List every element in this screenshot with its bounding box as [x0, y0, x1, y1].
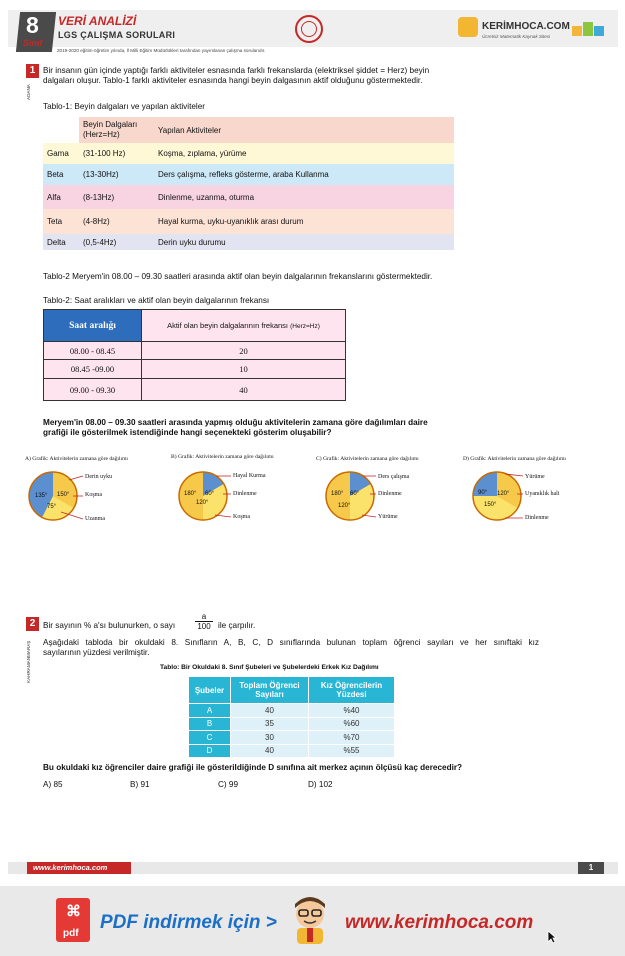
- pie-legend-label: Yürüme: [378, 514, 398, 520]
- table2-header-time: Saat aralığı: [44, 310, 142, 342]
- answer-option-c[interactable]: C) 99: [218, 780, 239, 789]
- pie-legend-label: Dinlenme: [525, 515, 549, 521]
- mouse-cursor-icon: [547, 930, 557, 944]
- pie-angle-label: 75°: [47, 504, 57, 510]
- option-b-label[interactable]: B) Grafik: Aktivitelerin zamana göre dağılımı: [171, 454, 274, 460]
- pie-legend-label: Dinlenme: [378, 491, 402, 497]
- fraction: a 100: [195, 612, 213, 632]
- brand-name[interactable]: KERİMHOCA.COM: [482, 21, 570, 32]
- table2-caption: Tablo-2: Saat aralıkları ve aktif olan beyin dalgalarının frekansı: [43, 296, 270, 305]
- pie-angle-label: 120°: [497, 491, 510, 497]
- answer-option-b[interactable]: B) 91: [130, 780, 150, 789]
- banner-site-link[interactable]: www.kerimhoca.com: [345, 912, 534, 933]
- mascot-icon: [458, 17, 478, 37]
- q1-intro-line2: dalgaları oluşur. Tablo-1 farklı aktiviteler esnasında hangi beyin dalgasının aktif olduğunu göstermektedir.: [43, 76, 423, 85]
- pie-legend-label: Yürüme: [525, 474, 545, 480]
- table-row: 09.00 - 09.30 40: [44, 379, 346, 401]
- pie-legend-label: Koşma: [233, 514, 250, 520]
- table-row: Gama (31-100 Hz) Koşma, zıplama, yürüme: [43, 143, 454, 164]
- pie-legend-label: Dinlenme: [233, 491, 257, 497]
- class-distribution-table: Şubeler Toplam Öğrenci Sayıları Kız Öğrencilerin Yüzdesi A 40 %40 B 35 %60 C 30 %70 D 40 %55: [188, 676, 395, 758]
- table1-caption: Tablo-1: Beyin dalgaları ve yapılan aktiviteler: [43, 102, 206, 111]
- grade-label: Sınıf: [23, 38, 43, 48]
- pie-angle-label: 180°: [331, 491, 344, 497]
- pie-angle-label: 60°: [350, 491, 360, 497]
- option-d-label[interactable]: D) Grafik: Aktivitelerin zamana göre dağılımı: [463, 456, 566, 462]
- table2-intro: Tablo-2 Meryem'in 08.00 – 09.30 saatleri arasında aktif olan beyin dalgalarının frekanslarını göstermektedir.: [43, 272, 433, 281]
- question-number-1: 1: [26, 64, 39, 78]
- table3-caption: Tablo: Bir Okuldaki 8. Sınıf Şubeleri ve Şubelerdeki Erkek Kız Dağılımı: [160, 664, 379, 671]
- pie-angle-label: 150°: [484, 502, 497, 508]
- pie-legend-label: Koşma: [85, 492, 102, 498]
- brain-waves-table: [43, 117, 454, 250]
- table-row: B 35 %60: [189, 717, 395, 731]
- q1-question-line2: grafiği ile gösterilmek istendiğinde hangi seçenekteki gösterim oluşabilir?: [43, 428, 332, 437]
- pie-angle-label: 90°: [478, 490, 488, 496]
- option-a-label[interactable]: A) Grafik: Aktivitelerin zamana göre dağılımı: [25, 456, 128, 462]
- table1-header-wave: Beyin Dalgaları (Herz=Hz): [79, 117, 154, 143]
- pie-legend-label: Hayal Kurma: [233, 473, 266, 479]
- answer-option-a[interactable]: A) 85: [43, 780, 63, 789]
- pie-angle-label: 120°: [338, 503, 351, 509]
- table-row: A 40 %40: [189, 704, 395, 718]
- q2-question: Bu okuldaki kız öğrenciler daire grafiği ile gösterildiğinde D sınıfına ait merkez açının ölçüsü kaç derecedir?: [43, 763, 463, 772]
- pie-angle-label: 60°: [205, 491, 215, 497]
- acrobat-glyph-icon: ⌘: [66, 903, 81, 920]
- schedule-table: [43, 309, 346, 401]
- worksheet-subtitle: LGS ÇALIŞMA SORULARI: [58, 30, 176, 40]
- page-number: 1: [578, 862, 604, 874]
- brand-tagline: Ücretsiz Matematik Kaynak Sitesi: [482, 34, 551, 39]
- question-source: ADANA: [26, 84, 31, 100]
- q2-line1-end: ile çarpılır.: [218, 621, 256, 630]
- q2-line2: Aşağıdaki tabloda bir okuldaki 8. Sınıfların A, B, C, D sınıflarında bulunan toplam öğrenci sayıları ve her sınıftaki kız: [43, 638, 539, 647]
- pie-legend-label: Ders çalışma: [378, 474, 410, 480]
- pie-legend-label: Uzanma: [85, 516, 105, 522]
- q1-question-line1: Meryem'in 08.00 – 09.30 saatleri arasında yapmış olduğu aktivitelerin zamana göre dağılımları daire: [43, 418, 428, 427]
- q2-line1: Bir sayının % a'sı bulunurken, o sayı: [43, 621, 176, 630]
- pie-legend-label: Uyanıklık hali: [525, 491, 560, 497]
- table-row: 08.45 -09.00 10: [44, 360, 346, 379]
- question-source: KAHRAMANMARAŞ: [26, 640, 31, 683]
- q1-intro-line1: Bir insanın gün içinde yaptığı farklı aktiviteler esnasında farklı frekanslarda (elektriksel şiddet = Herz) beyin: [43, 66, 430, 75]
- table-row: Beta (13-30Hz) Ders çalışma, refleks gösterme, araba Kullanma: [43, 164, 454, 185]
- table-row: 08.00 - 08.45 20: [44, 342, 346, 360]
- mascot-teacher-icon: [285, 894, 335, 946]
- table-row: C 30 %70: [189, 731, 395, 745]
- table-row: Alfa (8-13Hz) Dinlenme, uzanma, oturma: [43, 185, 454, 209]
- pie-angle-label: 135°: [35, 493, 48, 499]
- footer-site-link[interactable]: www.kerimhoca.com: [27, 862, 131, 874]
- table-row: D 40 %55: [189, 744, 395, 758]
- pie-angle-label: 120°: [196, 500, 209, 506]
- ministry-seal-inner: [301, 21, 317, 37]
- grade-number: 8: [26, 12, 39, 38]
- banner-download-text[interactable]: PDF indirmek için >: [100, 912, 277, 933]
- worksheet-note: 2019-2020 eğitim-öğretim yılında, İl Milli Eğitim Müdürlükleri tarafından yayımlanan çalışma sorularıdır.: [57, 48, 266, 53]
- answer-option-d[interactable]: D) 102: [308, 780, 333, 789]
- option-c-label[interactable]: C) Grafik: Aktivitelerin zamana göre dağılımı: [316, 456, 419, 462]
- q2-line3: sayılarının yüzdesi verilmiştir.: [43, 648, 150, 657]
- table-row: Teta (4-8Hz) Hayal kurma, uyku-uyanıklık arası durum: [43, 209, 454, 234]
- brand-cubes-icon: [570, 20, 606, 38]
- question-number-2: 2: [26, 617, 39, 631]
- pdf-icon-label: pdf: [63, 928, 79, 939]
- pie-legend-label: Derin uyku: [85, 474, 113, 480]
- pie-angle-label: 180°: [184, 491, 197, 497]
- table-row: Delta (0,5-4Hz) Derin uyku durumu: [43, 234, 454, 250]
- worksheet-title: VERİ ANALİZİ: [58, 14, 137, 28]
- table2-header-frequency: Aktif olan beyin dalgalarının frekansı (Herz=Hz): [142, 310, 346, 342]
- table1-header-activity: Yapılan Aktiviteler: [154, 117, 454, 143]
- pie-angle-label: 150°: [57, 492, 70, 498]
